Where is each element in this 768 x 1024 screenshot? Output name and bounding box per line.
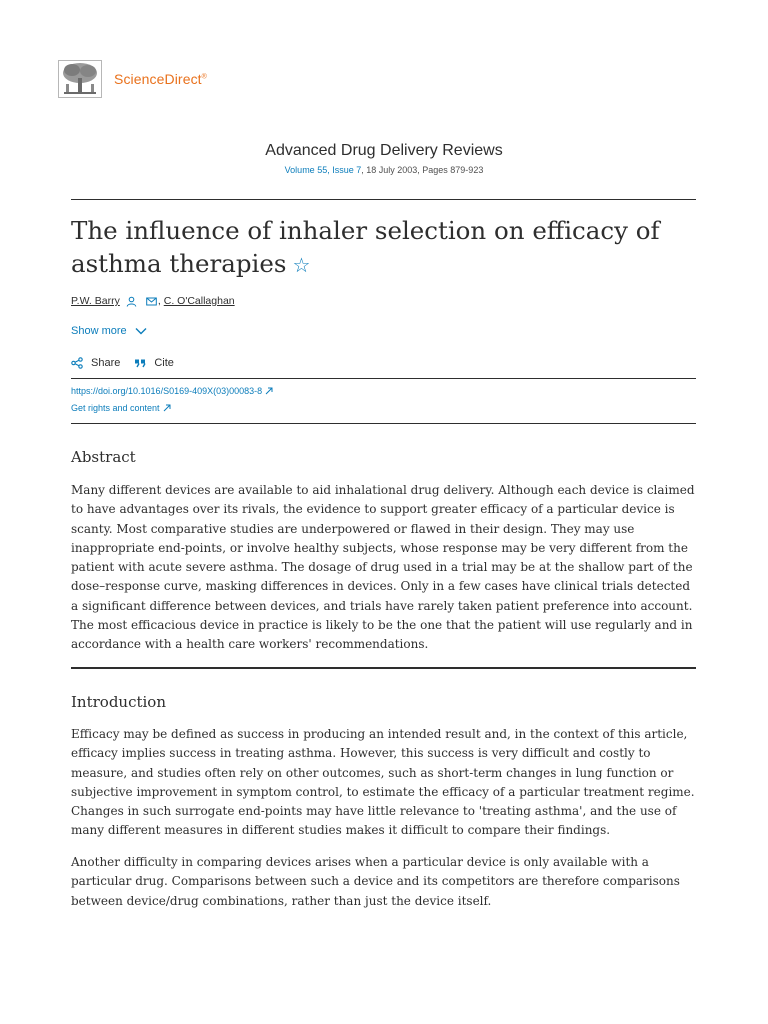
volume-issue-link[interactable]: Volume 55, Issue 7 <box>284 165 362 175</box>
external-link-icon <box>265 387 273 395</box>
show-more-button[interactable]: Show more <box>71 325 147 337</box>
doi-link[interactable]: https://doi.org/10.1016/S0169-409X(03)00083-8 <box>71 386 273 396</box>
share-button[interactable]: Share <box>71 357 120 369</box>
author-list <box>71 295 235 307</box>
external-link-icon <box>163 404 171 412</box>
introduction-heading: Introduction <box>71 693 166 711</box>
abstract-heading: Abstract <box>71 448 136 466</box>
share-icon <box>71 357 83 369</box>
cite-button[interactable]: Cite <box>134 357 174 369</box>
star-outline-icon[interactable]: ☆ <box>292 253 311 277</box>
journal-info <box>0 142 768 175</box>
quote-icon <box>134 357 146 369</box>
author-ocallaghan[interactable]: C. O'Callaghan <box>163 295 235 307</box>
elsevier-tree-icon <box>58 60 102 98</box>
divider-doi <box>71 423 696 424</box>
author-separator: , <box>157 295 161 307</box>
chevron-down-icon <box>135 327 147 335</box>
introduction-paragraph-1: Efficacy may be defined as success in producing an intended result and, in the context of this article, efficacy implies success in treating asthma. However, this success is very difficult and costly to measure, and studies often rely on other outcomes, such as short-term changes in lung function or subjective improvement in symptom control, to estimate the efficacy of a particular treatment regime. Changes in such surrogate end-points may have little relevance to 'treating asthma', and the use of many different measures in different studies makes it difficult to compare their findings. <box>71 727 695 838</box>
article-title: The influence of inhaler selection on efficacy of asthma therapies ☆ <box>71 216 660 278</box>
divider-actions <box>71 378 696 379</box>
divider-abstract <box>71 667 696 669</box>
abstract-text: Many different devices are available to aid inhalational drug delivery. Although each device is claimed to have advantages over its rivals, the evidence to support greater efficacy of a particular device is scanty. Most comparative studies are underpowered or flawed in their design. They may use inappropriate end-points, or involve healthy subjects, whose response may be very different from the patient with acute severe asthma. The dosage of drug used in a trial may be at the shallow part of the dose–response curve, masking differences in devices. Only in a few cases have clinical trials detected a significant difference between devices, and trials have rarely taken patient preference into account. The most efficacious device in practice is likely to be the one that the patient will use regularly and in accordance with a health care workers' recommendations. <box>71 483 695 652</box>
envelope-icon[interactable] <box>146 296 157 307</box>
sciencedirect-header[interactable] <box>58 60 207 98</box>
person-icon[interactable] <box>126 296 137 307</box>
rights-link[interactable]: Get rights and content <box>71 403 171 413</box>
brand-name: ScienceDirect® <box>114 71 207 87</box>
author-barry[interactable]: P.W. Barry <box>71 295 120 307</box>
divider-top <box>71 199 696 200</box>
journal-meta: Volume 55, Issue 7, 18 July 2003, Pages 879-923 <box>284 165 484 175</box>
introduction-paragraph-2: Another difficulty in comparing devices arises when a particular device is only available with a particular drug. Comparisons between such a device and its competitors are therefore comparisons between device/drug combinations, rather than just the device itself. <box>71 855 680 908</box>
article-actions <box>71 357 188 369</box>
journal-title[interactable]: Advanced Drug Delivery Reviews <box>265 142 503 159</box>
